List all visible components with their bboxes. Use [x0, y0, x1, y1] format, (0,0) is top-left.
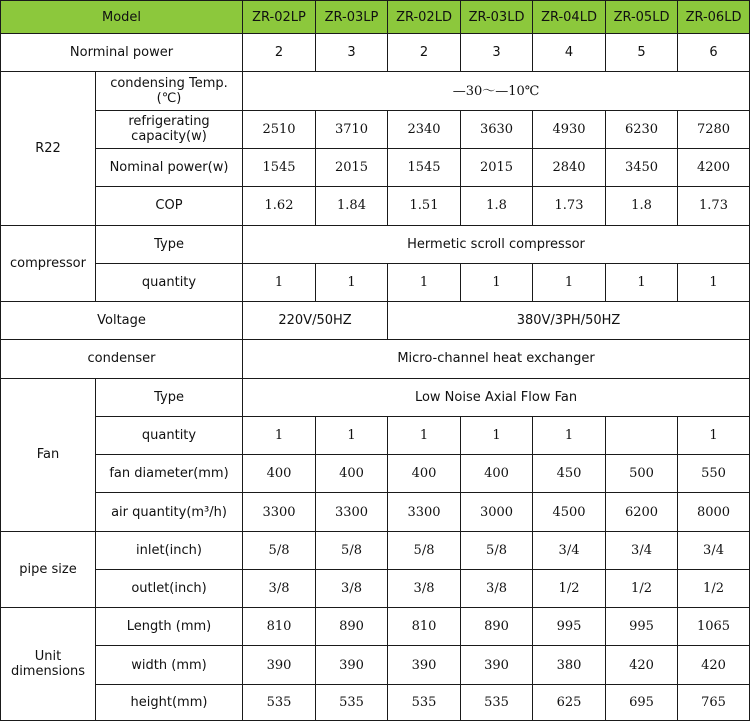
cell-value: 3/8	[316, 569, 388, 607]
fan-type-row	[1, 378, 750, 416]
cell-value: 1.8	[461, 187, 533, 225]
header-row	[1, 1, 750, 34]
cell-value: 6200	[606, 493, 678, 531]
cell-value: 1	[388, 416, 461, 454]
cell-value: 400	[461, 455, 533, 493]
cell-value: 8000	[678, 493, 750, 531]
cell-value: 1	[388, 263, 461, 301]
cell-value: 535	[316, 684, 388, 720]
cell-value: 400	[316, 455, 388, 493]
cell-value: 535	[461, 684, 533, 720]
cell-value: 500	[606, 455, 678, 493]
cell-value: 1	[243, 416, 316, 454]
row-label: condenser	[1, 340, 243, 378]
cell-value: 1	[243, 263, 316, 301]
compressor-type-row	[1, 225, 750, 263]
row-label: quantity	[96, 416, 243, 454]
cell-value: 4500	[533, 493, 606, 531]
row-label: Norminal power	[1, 34, 243, 72]
cell-value: 4200	[678, 149, 750, 187]
cell-value: 3/8	[243, 569, 316, 607]
cell-value: 390	[316, 646, 388, 684]
cell-value	[606, 416, 678, 454]
pipe-inlet-row	[1, 531, 750, 569]
condensing-temp-row	[1, 72, 750, 110]
cell-value: 995	[533, 608, 606, 646]
cell-value: 2015	[316, 149, 388, 187]
cell-value: 1545	[388, 149, 461, 187]
row-label: Nominal power(w)	[96, 149, 243, 187]
group-label-compressor: compressor	[1, 225, 96, 302]
fan-diameter-row	[1, 455, 750, 493]
header-model-name: ZR-03LD	[461, 1, 533, 34]
cell-value: 1	[678, 416, 750, 454]
cell-value: 3000	[461, 493, 533, 531]
group-label-fan: Fan	[1, 378, 96, 531]
cell-value: 2510	[243, 110, 316, 148]
cell-value: 1	[461, 263, 533, 301]
cell-value: 1.84	[316, 187, 388, 225]
cell-value: 3450	[606, 149, 678, 187]
header-model-name: ZR-02LD	[388, 1, 461, 34]
cell-value: 765	[678, 684, 750, 720]
cell-value: 1/2	[678, 569, 750, 607]
header-model-name: ZR-05LD	[606, 1, 678, 34]
header-model-name: ZR-02LP	[243, 1, 316, 34]
unit-width-row	[1, 646, 750, 684]
cell-value: 1	[533, 416, 606, 454]
row-label: Type	[96, 378, 243, 416]
cell-value: 1	[316, 416, 388, 454]
cell-value: 695	[606, 684, 678, 720]
row-label: condensing Temp.(℃)	[96, 72, 243, 110]
row-label: height(mm)	[96, 684, 243, 720]
header-model-name: ZR-04LD	[533, 1, 606, 34]
voltage-row	[1, 302, 750, 340]
cell-value: 1	[461, 416, 533, 454]
cell-value: 1545	[243, 149, 316, 187]
cell-value: 3/8	[388, 569, 461, 607]
cell-value: 5/8	[461, 531, 533, 569]
group-label-unit: Unit dimensions	[1, 608, 96, 721]
row-label: air quantity(m³/h)	[96, 493, 243, 531]
cell-value: 1.62	[243, 187, 316, 225]
row-label: outlet(inch)	[96, 569, 243, 607]
air-quantity-row	[1, 493, 750, 531]
cell-value: 6230	[606, 110, 678, 148]
cell-value: 1	[316, 263, 388, 301]
cell-value: 995	[606, 608, 678, 646]
cell-value: 2015	[461, 149, 533, 187]
cell-value: 420	[678, 646, 750, 684]
header-model-name: ZR-06LD	[678, 1, 750, 34]
compressor-quantity-row	[1, 263, 750, 301]
row-label: Voltage	[1, 302, 243, 340]
row-label: COP	[96, 187, 243, 225]
cell-value: 220V/50HZ	[243, 302, 388, 340]
r22-nominal-power-row	[1, 149, 750, 187]
cell-value: 6	[678, 34, 750, 72]
cell-value: 3/4	[606, 531, 678, 569]
condenser-row	[1, 340, 750, 378]
cell-value: 810	[388, 608, 461, 646]
cell-value: 2340	[388, 110, 461, 148]
fan-quantity-row	[1, 416, 750, 454]
unit-height-row	[1, 684, 750, 720]
row-label: quantity	[96, 263, 243, 301]
cell-value: 3300	[316, 493, 388, 531]
cell-value: 1	[533, 263, 606, 301]
cell-value: 450	[533, 455, 606, 493]
unit-length-row	[1, 608, 750, 646]
cell-value: Micro-channel heat exchanger	[243, 340, 750, 378]
row-label: width (mm)	[96, 646, 243, 684]
header-model-name: ZR-03LP	[316, 1, 388, 34]
cell-value: 890	[316, 608, 388, 646]
cell-value: 810	[243, 608, 316, 646]
cell-value: 5/8	[388, 531, 461, 569]
cell-value: 7280	[678, 110, 750, 148]
row-label: inlet(inch)	[96, 531, 243, 569]
header-model: Model	[1, 1, 243, 34]
row-label: Length (mm)	[96, 608, 243, 646]
cell-value: 625	[533, 684, 606, 720]
cell-value: Low Noise Axial Flow Fan	[243, 378, 750, 416]
cell-value: 3	[316, 34, 388, 72]
cell-value: 890	[461, 608, 533, 646]
cell-value: 3300	[388, 493, 461, 531]
cell-value: 1.51	[388, 187, 461, 225]
row-label: fan diameter(mm)	[96, 455, 243, 493]
cell-value: 1	[606, 263, 678, 301]
cell-value: 3/8	[461, 569, 533, 607]
cell-value: 1/2	[606, 569, 678, 607]
cell-value: 1.73	[533, 187, 606, 225]
cell-value: 380	[533, 646, 606, 684]
cell-value: 550	[678, 455, 750, 493]
cell-value: 2	[243, 34, 316, 72]
cell-value: 1.8	[606, 187, 678, 225]
cell-value: 5/8	[316, 531, 388, 569]
cell-value: 1/2	[533, 569, 606, 607]
cell-value: 1.73	[678, 187, 750, 225]
cell-value: 3/4	[678, 531, 750, 569]
pipe-outlet-row	[1, 569, 750, 607]
cell-value: 535	[388, 684, 461, 720]
cell-value: 3300	[243, 493, 316, 531]
cell-value: 390	[461, 646, 533, 684]
cell-value: Hermetic scroll compressor	[243, 225, 750, 263]
row-label: Type	[96, 225, 243, 263]
cell-value: 535	[243, 684, 316, 720]
cop-row	[1, 187, 750, 225]
cell-value: 3	[461, 34, 533, 72]
cell-value: 5/8	[243, 531, 316, 569]
cell-value: 4930	[533, 110, 606, 148]
cell-value: 2	[388, 34, 461, 72]
cell-value: 5	[606, 34, 678, 72]
cell-value: 400	[388, 455, 461, 493]
group-label-r22: R22	[1, 72, 96, 225]
row-label: refrigerating capacity(w)	[96, 110, 243, 148]
cell-value: 3710	[316, 110, 388, 148]
refrigerating-capacity-row	[1, 110, 750, 148]
cell-value: 1	[678, 263, 750, 301]
nominal-power-row	[1, 34, 750, 72]
cell-value: 1065	[678, 608, 750, 646]
cell-value: —30～—10℃	[243, 72, 750, 110]
cell-value: 390	[388, 646, 461, 684]
cell-value: 4	[533, 34, 606, 72]
cell-value: 390	[243, 646, 316, 684]
cell-value: 400	[243, 455, 316, 493]
cell-value: 420	[606, 646, 678, 684]
cell-value: 3630	[461, 110, 533, 148]
cell-value: 380V/3PH/50HZ	[388, 302, 750, 340]
group-label-pipe: pipe size	[1, 531, 96, 608]
cell-value: 2840	[533, 149, 606, 187]
cell-value: 3/4	[533, 531, 606, 569]
